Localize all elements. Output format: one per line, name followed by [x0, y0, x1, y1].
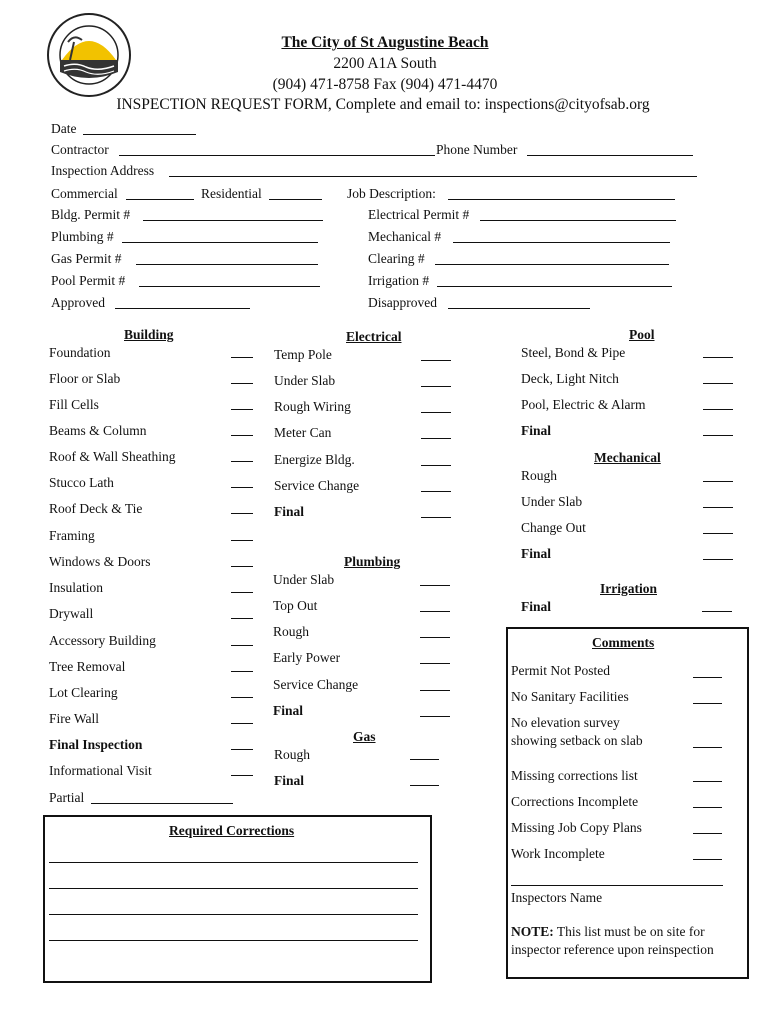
building-item: Foundation: [49, 345, 111, 360]
contractor-label: Contractor: [51, 142, 109, 157]
gas-permit-label: Gas Permit #: [51, 251, 122, 266]
plumbing-item: Early Power: [273, 650, 341, 665]
pool-permit-field[interactable]: [139, 286, 320, 287]
electrical-permit-field[interactable]: [480, 220, 676, 221]
plumbing-check-line[interactable]: [420, 585, 450, 586]
building-item: Informational Visit: [49, 763, 152, 778]
plumbing-permit-field[interactable]: [122, 242, 318, 243]
plumbing-item: Top Out: [273, 598, 318, 613]
mechanical-check-line[interactable]: [703, 533, 733, 534]
building-item: Roof Deck & Tie: [49, 501, 143, 516]
correction-line[interactable]: [49, 940, 418, 941]
mechanical-check-line[interactable]: [703, 559, 733, 560]
electrical-check-line[interactable]: [421, 412, 451, 413]
building-item: Insulation: [49, 580, 103, 595]
irrigation-check-line[interactable]: [702, 611, 732, 612]
bldg-permit-label: Bldg. Permit #: [51, 207, 131, 222]
building-check-line[interactable]: [231, 697, 253, 698]
building-item: Framing: [49, 528, 95, 543]
building-check-line[interactable]: [231, 645, 253, 646]
note-label: NOTE:: [511, 924, 554, 939]
irrigation-permit-label: Irrigation #: [368, 273, 430, 288]
plumbing-check-line[interactable]: [420, 690, 450, 691]
gas-item-final: Final: [274, 773, 305, 788]
building-item: Floor or Slab: [49, 371, 121, 386]
inspector-name-field[interactable]: [511, 885, 723, 886]
mechanical-item-final: Final: [521, 546, 552, 561]
electrical-item-final: Final: [274, 504, 305, 519]
building-item: Drywall: [49, 606, 94, 621]
electrical-check-line[interactable]: [421, 517, 451, 518]
city-phone-fax: (904) 471-8758 Fax (904) 471-4470: [272, 76, 498, 93]
partial-field[interactable]: [91, 803, 233, 804]
mechanical-heading: Mechanical: [594, 450, 661, 465]
comment-item: Work Incomplete: [511, 846, 605, 861]
mechanical-item: Under Slab: [521, 494, 583, 509]
building-check-line[interactable]: [231, 435, 253, 436]
building-item: Windows & Doors: [49, 554, 151, 569]
building-item: Fire Wall: [49, 711, 100, 726]
building-check-line[interactable]: [231, 775, 253, 776]
date-field[interactable]: [83, 134, 196, 135]
electrical-heading: Electrical: [346, 329, 402, 344]
building-check-line[interactable]: [231, 592, 253, 593]
approved-label: Approved: [51, 295, 105, 310]
address-label: Inspection Address: [51, 163, 155, 178]
pool-check-line[interactable]: [703, 357, 733, 358]
plumbing-check-line[interactable]: [420, 637, 450, 638]
plumbing-item: Rough: [273, 624, 310, 639]
pool-item-final: Final: [521, 423, 552, 438]
gas-check-line[interactable]: [410, 785, 439, 786]
building-check-line[interactable]: [231, 409, 253, 410]
gas-check-line[interactable]: [410, 759, 439, 760]
clearing-permit-label: Clearing #: [368, 251, 425, 266]
pool-check-line[interactable]: [703, 383, 733, 384]
building-check-line[interactable]: [231, 618, 253, 619]
plumbing-check-line[interactable]: [420, 716, 450, 717]
electrical-check-line[interactable]: [421, 360, 451, 361]
form-title: The City of St Augustine Beach: [281, 34, 489, 51]
commercial-field[interactable]: [126, 199, 194, 200]
building-check-line[interactable]: [231, 723, 253, 724]
phone-label: Phone Number: [436, 142, 518, 157]
electrical-permit-label: Electrical Permit #: [368, 207, 470, 222]
pool-check-line[interactable]: [703, 409, 733, 410]
building-check-line[interactable]: [231, 566, 253, 567]
form-instruction: INSPECTION REQUEST FORM, Complete and email to: inspections@cityofsab.org: [116, 96, 650, 113]
contractor-field[interactable]: [119, 155, 435, 156]
phone-field[interactable]: [527, 155, 693, 156]
pool-item: Pool, Electric & Alarm: [521, 397, 646, 412]
correction-line[interactable]: [49, 888, 418, 889]
clearing-permit-field[interactable]: [435, 264, 669, 265]
bldg-permit-field[interactable]: [143, 220, 323, 221]
building-item: Fill Cells: [49, 397, 99, 412]
building-item: Stucco Lath: [49, 475, 114, 490]
mechanical-check-line[interactable]: [703, 507, 733, 508]
plumbing-item: Under Slab: [273, 572, 335, 587]
comment-check-line[interactable]: [693, 677, 722, 678]
comment-check-line[interactable]: [693, 859, 722, 860]
comment-item: No elevation survey: [511, 715, 620, 730]
electrical-item: Service Change: [274, 478, 360, 493]
correction-line[interactable]: [49, 914, 418, 915]
comment-item-continued: showing setback on slab: [511, 733, 643, 748]
plumbing-check-line[interactable]: [420, 663, 450, 664]
building-check-line[interactable]: [231, 487, 253, 488]
building-item: Roof & Wall Sheathing: [49, 449, 176, 464]
disapproved-label: Disapproved: [368, 295, 437, 310]
note-line-2: inspector reference upon reinspection: [511, 942, 714, 957]
comment-item: No Sanitary Facilities: [511, 689, 629, 704]
building-check-line[interactable]: [231, 671, 253, 672]
job-description-field[interactable]: [448, 199, 675, 200]
building-item: Lot Clearing: [49, 685, 118, 700]
mechanical-item: Rough: [521, 468, 558, 483]
electrical-check-line[interactable]: [421, 491, 451, 492]
electrical-item: Energize Bldg.: [274, 452, 355, 467]
approved-field[interactable]: [115, 308, 250, 309]
pool-heading: Pool: [629, 327, 655, 342]
comment-check-line[interactable]: [693, 747, 722, 748]
building-heading: Building: [124, 327, 174, 342]
building-check-line[interactable]: [231, 357, 253, 358]
required-corrections-heading: Required Corrections: [169, 823, 295, 838]
building-check-line[interactable]: [231, 383, 253, 384]
gas-heading: Gas: [353, 729, 376, 744]
electrical-check-line[interactable]: [421, 438, 451, 439]
correction-line[interactable]: [49, 862, 418, 863]
date-label: Date: [51, 121, 77, 136]
comment-item: Permit Not Posted: [511, 663, 611, 678]
inspector-name-label: Inspectors Name: [511, 890, 603, 905]
building-check-line[interactable]: [231, 749, 253, 750]
commercial-label: Commercial: [51, 186, 118, 201]
mechanical-permit-field[interactable]: [453, 242, 670, 243]
comment-item: Missing corrections list: [511, 768, 638, 783]
residential-field[interactable]: [269, 199, 322, 200]
plumbing-check-line[interactable]: [420, 611, 450, 612]
residential-label: Residential: [201, 186, 262, 201]
address-field[interactable]: [169, 176, 697, 177]
comment-check-line[interactable]: [693, 781, 722, 782]
pool-permit-label: Pool Permit #: [51, 273, 126, 288]
electrical-item: Temp Pole: [274, 347, 332, 362]
plumbing-permit-label: Plumbing #: [51, 229, 114, 244]
note-text: This list must be on site for: [553, 924, 705, 939]
building-item: Tree Removal: [49, 659, 126, 674]
gas-item: Rough: [274, 747, 311, 762]
pool-item: Steel, Bond & Pipe: [521, 345, 626, 360]
irrigation-permit-field[interactable]: [437, 286, 672, 287]
electrical-check-line[interactable]: [421, 465, 451, 466]
electrical-item: Rough Wiring: [274, 399, 351, 414]
city-address: 2200 A1A South: [333, 55, 437, 72]
irrigation-heading: Irrigation: [600, 581, 657, 596]
electrical-check-line[interactable]: [421, 386, 451, 387]
mechanical-permit-label: Mechanical #: [368, 229, 442, 244]
note-line-1: [511, 924, 705, 940]
comment-check-line[interactable]: [693, 807, 722, 808]
comment-check-line[interactable]: [693, 833, 722, 834]
building-item-final: Final Inspection: [49, 737, 143, 752]
electrical-item: Meter Can: [274, 425, 332, 440]
comment-item: Missing Job Copy Plans: [511, 820, 642, 835]
building-check-line[interactable]: [231, 513, 253, 514]
comment-check-line[interactable]: [693, 703, 722, 704]
plumbing-item: Service Change: [273, 677, 359, 692]
building-item: Accessory Building: [49, 633, 156, 648]
pool-check-line[interactable]: [703, 435, 733, 436]
building-check-line[interactable]: [231, 540, 253, 541]
job-description-label: Job Description:: [347, 186, 436, 201]
gas-permit-field[interactable]: [136, 264, 318, 265]
comment-item: Corrections Incomplete: [511, 794, 639, 809]
building-check-line[interactable]: [231, 461, 253, 462]
electrical-item: Under Slab: [274, 373, 336, 388]
pool-item: Deck, Light Nitch: [521, 371, 619, 386]
plumbing-heading: Plumbing: [344, 554, 401, 569]
building-item: Beams & Column: [49, 423, 147, 438]
plumbing-item-final: Final: [273, 703, 304, 718]
irrigation-item-final: Final: [521, 599, 552, 614]
mechanical-check-line[interactable]: [703, 481, 733, 482]
required-corrections-box: [43, 815, 432, 983]
comments-heading: Comments: [592, 635, 655, 650]
disapproved-field[interactable]: [448, 308, 590, 309]
mechanical-item: Change Out: [521, 520, 586, 535]
partial-label: Partial: [49, 790, 85, 805]
